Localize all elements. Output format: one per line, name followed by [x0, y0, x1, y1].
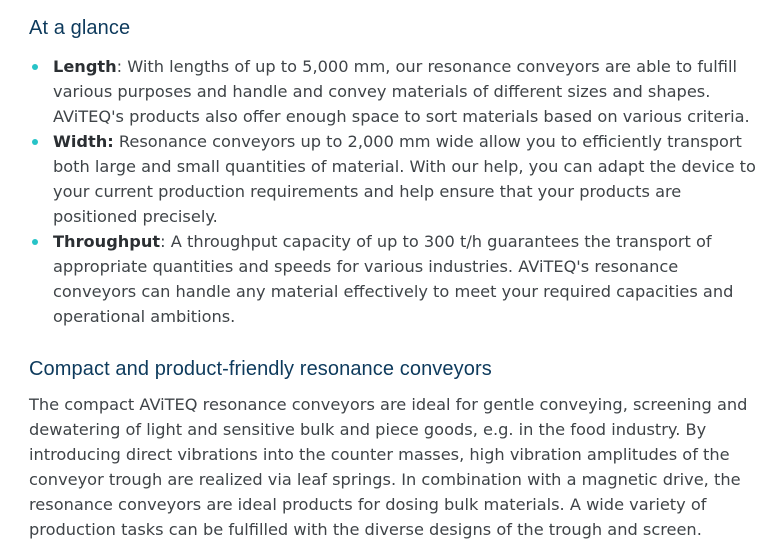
item-term: Throughput	[53, 232, 161, 251]
bullet-dot-icon	[32, 239, 38, 245]
item-separator: :	[116, 57, 123, 76]
compact-body-paragraph: The compact AViTEQ resonance conveyors are ideal for gentle conveying, screening and dewatering of light and sensitive bulk and piece goods, e.g. in the food industry. By introducing direct vibrations into the counter masses, high vibration amplitudes of the conveyor trough are realized via leaf springs. In combination with a magnetic drive, the resonance conveyors are ideal products for dosing bulk materials. A wide variety of production tasks can be fulfilled with the diverse designs of the trough and screen.	[29, 395, 748, 539]
list-item-length	[53, 54, 764, 129]
section-heading-compact: Compact and product-friendly resonance conveyors	[29, 358, 492, 380]
item-text: With lengths of up to 5,000 mm, our resonance conveyors are able to fulfill various purposes and handle and convey materials of different sizes and shapes. AViTEQ's products also offer enough space to sort materials based on various criteria.	[53, 57, 750, 126]
list-item-width	[53, 129, 764, 229]
section-heading-at-a-glance: At a glance	[29, 17, 131, 39]
item-term: Length	[53, 57, 117, 76]
item-text: Resonance conveyors up to 2,000 mm wide allow you to efficiently transport both large and small quantities of material. With our help, you can adapt the device to your current production requirements and help ensure that your products are positioned precisely.	[53, 132, 756, 226]
list-item-throughput	[53, 229, 764, 329]
feature-list	[29, 54, 764, 329]
item-term: Width:	[53, 132, 114, 151]
bullet-dot-icon	[32, 64, 38, 70]
item-separator: :	[160, 232, 166, 251]
content-area	[29, 14, 764, 542]
bullet-dot-icon	[32, 139, 38, 145]
item-text: A throughput capacity of up to 300 t/h guarantees the transport of appropriate quantities and speeds for various industries. AViTEQ's resonance conveyors can handle any material effectively to meet your required capacities and operational ambitions.	[53, 232, 734, 326]
